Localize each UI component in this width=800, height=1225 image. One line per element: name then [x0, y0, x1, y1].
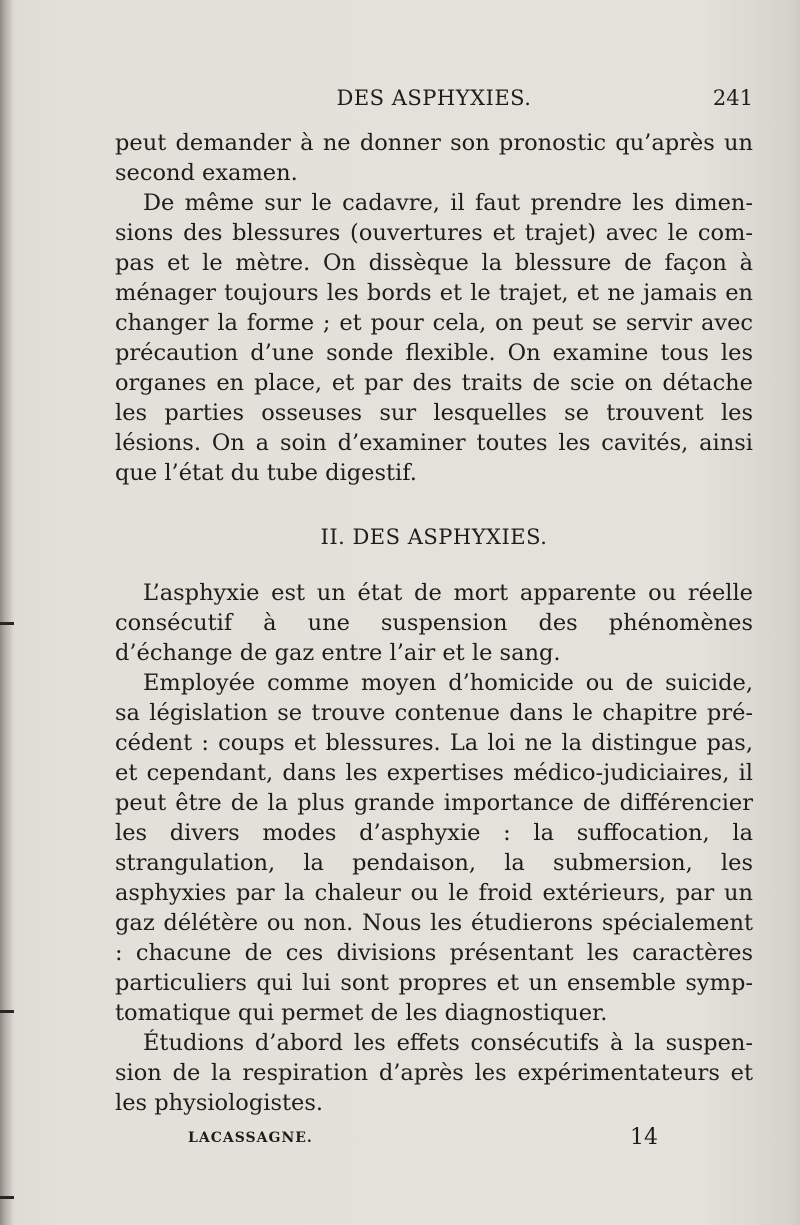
- paragraph: L’asphyxie est un état de mort apparente ou réelle consécutif à une suspension des phénomènes d’échange de gaz entre l’air et le sang.: [115, 580, 753, 666]
- section-heading: II. DES ASPHYXIES.: [320, 525, 548, 549]
- margin-mark: [0, 622, 14, 625]
- page-number: 241: [712, 86, 753, 110]
- book-spine-shadow: [0, 0, 14, 1225]
- paragraph: De même sur le cadavre, il faut prendre les dimensions des blessures (ouvertures et trajet) avec le compas et le mètre. On dissèque la blessure de façon à ménager toujours les bords et le trajet, et ne jamais en changer la forme ; et pour cela, on peut se servir avec précaution d’une sonde flexible. On examine tous les organes en place, et par des traits de scie on détache les parties osseuses sur lesquelles se trouvent les lésions. On a soin d’examiner toutes les cavités, ainsi que l’état du tube digestif.: [115, 190, 753, 486]
- signature-number: 14: [630, 1125, 658, 1150]
- running-title: DES ASPHYXIES.: [336, 86, 532, 110]
- body-text: [115, 128, 753, 1118]
- page-header: [115, 86, 753, 120]
- page-footer: [188, 1127, 658, 1157]
- paragraph: peut demander à ne donner son pronostic qu’après un second examen.: [115, 130, 753, 186]
- paragraph: Étudions d’abord les effets consécutifs à la suspension de la respiration d’après les expérimentateurs et les physiologistes.: [115, 1030, 753, 1116]
- margin-mark: [0, 1010, 14, 1013]
- printer-signature: LACASSAGNE.: [188, 1130, 313, 1146]
- margin-mark: [0, 1196, 14, 1199]
- paragraph: Employée comme moyen d’homicide ou de suicide, sa législation se trouve contenue dans le chapitre précédent : coups et blessures. La loi ne la distingue pas, et cependant, dans les expertises médico-judiciaires, il peut être de la plus grande importance de différencier les divers modes d’asphyxie : la suffocation, la strangulation, la pendaison, la submersion, les asphyxies par la chaleur ou le froid extérieurs, par un gaz délétère ou non. Nous les étudierons spécialement : chacune de ces divisions présentant les caractères particuliers qui lui sont propres et un ensemble symptomatique qui permet de les diagnostiquer.: [115, 670, 753, 1026]
